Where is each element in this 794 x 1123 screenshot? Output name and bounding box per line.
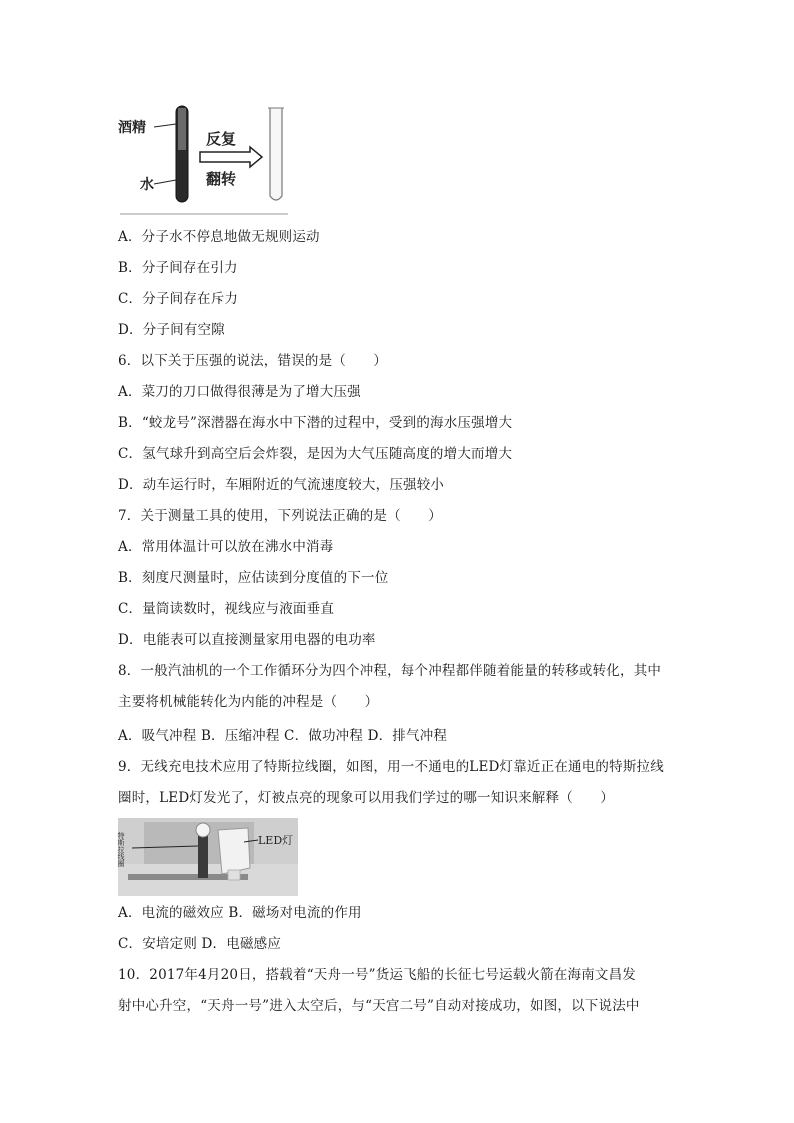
q6-option-d: D．动车运行时，车厢附近的气流速度较大，压强较小 — [118, 477, 445, 493]
q10-stem-line1: 10．2017年4月20日，搭载着“天舟一号”货运飞船的长征七号运载火箭在海南文昌发 — [118, 967, 637, 983]
label-tesla-coil: 特斯拉线圈 — [117, 832, 125, 867]
q7-stem: 7．关于测量工具的使用，下列说法正确的是（ ） — [118, 508, 442, 524]
q6-option-c: C．氢气球升到高空后会炸裂，是因为大气压随高度的增大而增大 — [118, 446, 513, 462]
q9-options-line2: C．安培定则 D．电磁感应 — [118, 936, 282, 952]
q8-stem-line1: 8．一般汽油机的一个工作循环分为四个冲程，每个冲程都伴随着能量的转移或转化，其中 — [118, 663, 662, 679]
q6-option-b: B．“蛟龙号”深潜器在海水中下潜的过程中，受到的海水压强增大 — [118, 415, 513, 431]
label-led: LED灯 — [258, 834, 294, 847]
q7-option-b: B．刻度尺测量时，应估读到分度值的下一位 — [118, 570, 389, 586]
q7-option-c: C．量筒读数时，视线应与液面垂直 — [118, 601, 335, 617]
figure-tesla-coil-photo — [118, 818, 298, 896]
q9-stem-line1: 9．无线充电技术应用了特斯拉线圈，如图，用一不通电的LED灯靠近正在通电的特斯拉线 — [118, 759, 664, 775]
q10-stem-line2: 射中心升空，“天舟一号”进入太空后，与“天宫二号”自动对接成功，如图，以下说法中 — [118, 998, 640, 1014]
q5-option-b: B．分子间存在引力 — [118, 260, 238, 276]
q9-options-line1: A．电流的磁效应 B．磁场对电流的作用 — [118, 905, 362, 921]
tesla-coil — [198, 834, 208, 878]
label-arrow-top: 反复 — [206, 130, 237, 148]
label-alcohol: 酒精 — [118, 120, 146, 136]
q7-option-a: A．常用体温计可以放在沸水中消毒 — [118, 539, 334, 555]
q9-stem-line2: 圈时，LED灯发光了，灯被点亮的现象可以用我们学过的哪一知识来解释（ ） — [118, 790, 615, 806]
arrow-right-icon — [200, 147, 262, 167]
q5-option-a: A．分子水不停息地做无规则运动 — [118, 229, 320, 245]
q8-stem-line2: 主要将机械能转化为内能的冲程是（ ） — [118, 694, 379, 710]
q7-option-d: D．电能表可以直接测量家用电器的电功率 — [118, 632, 376, 648]
test-tube-empty — [270, 108, 282, 200]
q5-option-c: C．分子间存在斥力 — [118, 291, 239, 307]
coil-top-sphere — [196, 823, 210, 837]
figure-test-tube-mixing — [118, 100, 290, 218]
q6-option-a: A．菜刀的刀口做得很薄是为了增大压强 — [118, 384, 361, 400]
q8-options: A．吸气冲程 B．压缩冲程 C．做功冲程 D．排气冲程 — [118, 728, 448, 744]
label-water: 水 — [140, 177, 154, 193]
q5-option-d: D．分子间有空隙 — [118, 322, 225, 338]
label-arrow-bottom: 翻转 — [206, 170, 237, 188]
q6-stem: 6．以下关于压强的说法，错误的是（ ） — [118, 353, 388, 369]
led-lamp — [218, 828, 250, 874]
